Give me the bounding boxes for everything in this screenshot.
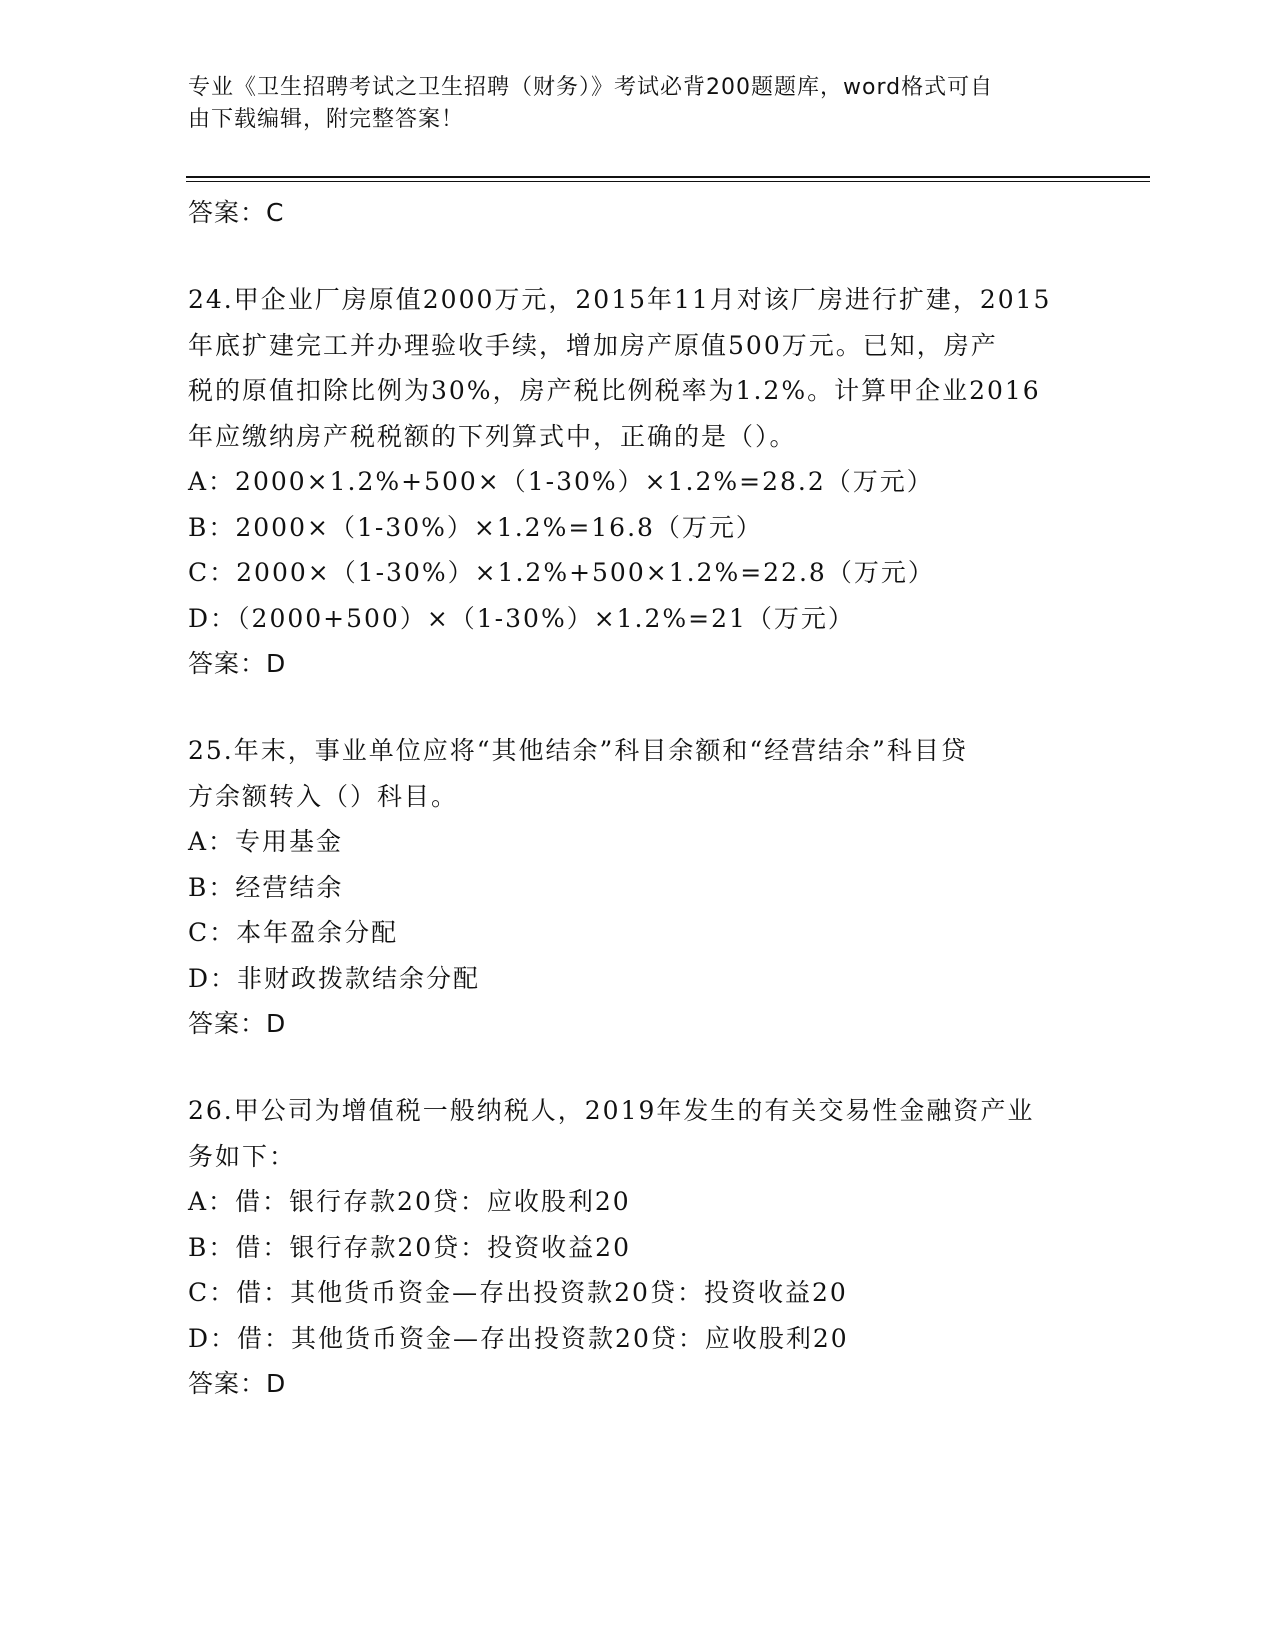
option-c: C：本年盈余分配 (188, 918, 399, 947)
spacer (188, 235, 1088, 277)
spacer (188, 1046, 1088, 1088)
option-c: C：借：其他货币资金—存出投资款20贷：投资收益20 (188, 1278, 848, 1307)
option-d: D：非财政拨款结余分配 (188, 963, 481, 993)
page-header (188, 72, 1088, 136)
answer: 答案：D (188, 1369, 287, 1398)
spacer (188, 686, 1088, 728)
header-line-1: 专业《卫生招聘考试之卫生招聘（财务）》考试必背200题题库，word格式可自 (188, 75, 994, 100)
question-line: 24.甲企业厂房原值2000万元，2015年11月对该厂房进行扩建，2015 (188, 285, 1052, 314)
option-a: A：2000×1.2%+500×（1-30%）×1.2%=28.2（万元） (188, 467, 934, 496)
question-line: 务如下： (188, 1141, 297, 1171)
question-line: 25.年末，事业单位应将“其他结余”科目余额和“经营结余”科目贷 (188, 736, 968, 765)
option-b: B：2000×（1-30%）×1.2%=16.8（万元） (188, 512, 763, 542)
question-line: 税的原值扣除比例为30%，房产税比例税率为1.2%。计算甲企业2016 (188, 376, 1041, 405)
option-d: D：借：其他货币资金—存出投资款20贷：应收股利20 (188, 1323, 849, 1353)
option-b: B：借：银行存款20贷：投资收益20 (188, 1232, 631, 1262)
option-a: A：借：银行存款20贷：应收股利20 (188, 1187, 631, 1216)
option-b: B：经营结余 (188, 872, 344, 902)
question-25 (188, 728, 1088, 1046)
question-line: 26.甲公司为增值税一般纳税人，2019年发生的有关交易性金融资产业 (188, 1096, 1035, 1125)
header-divider-thick (186, 176, 1150, 178)
previous-answer: 答案：C (188, 198, 285, 227)
question-line: 年应缴纳房产税税额的下列算式中，正确的是（）。 (188, 421, 797, 451)
question-24 (188, 277, 1088, 686)
question-26 (188, 1088, 1088, 1406)
header-line-2: 由下载编辑，附完整答案！ (188, 107, 465, 132)
question-line: 方余额转入（）科目。 (188, 781, 459, 811)
option-d: D：（2000+500）×（1-30%）×1.2%=21（万元） (188, 603, 855, 633)
option-c: C：2000×（1-30%）×1.2%+500×1.2%=22.8（万元） (188, 558, 935, 587)
document-body (188, 190, 1088, 1406)
option-a: A：专用基金 (188, 827, 344, 856)
question-line: 年底扩建完工并办理验收手续，增加房产原值500万元。已知，房产 (188, 330, 998, 360)
answer: 答案：D (188, 649, 287, 678)
header-divider-thin (186, 181, 1150, 182)
answer: 答案：D (188, 1009, 287, 1038)
